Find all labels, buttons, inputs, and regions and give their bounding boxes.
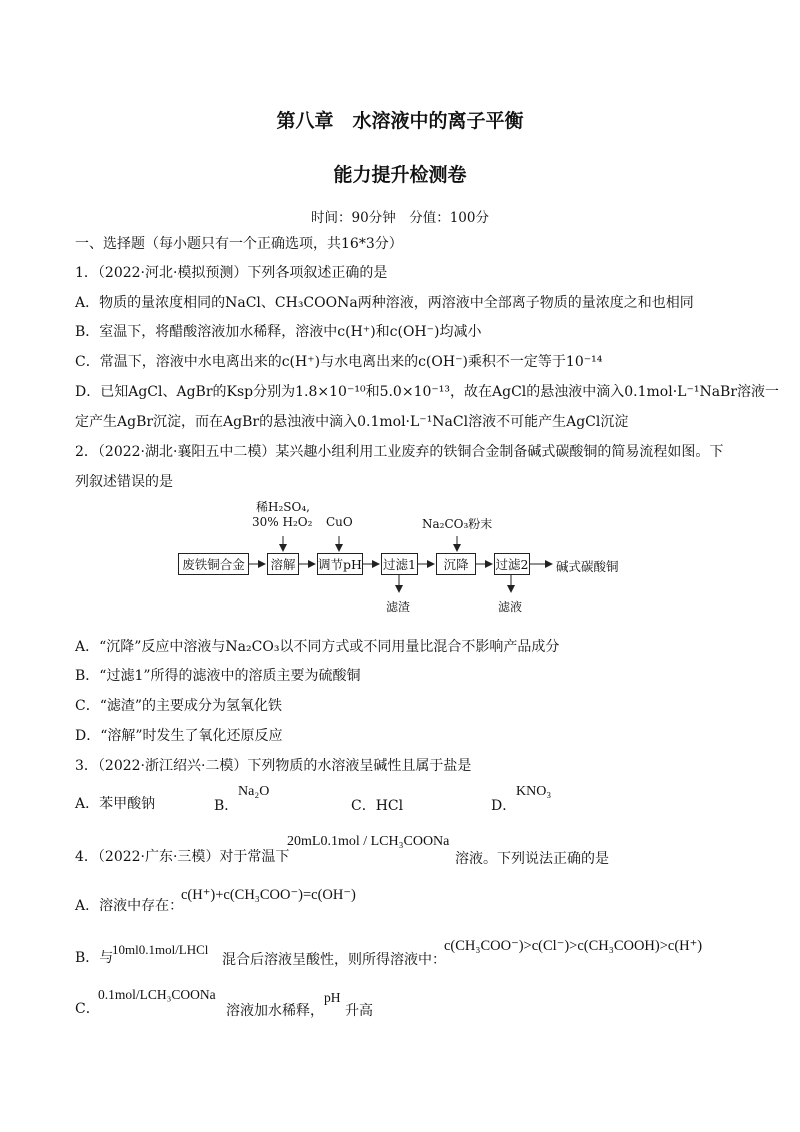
q1-option-a: A．物质的量浓度相同的NaCl、CH₃COONa两种溶液，两溶液中全部离子物质的量浓度之和也相同 [75,295,694,311]
flow-filtrate: 滤液 [498,600,523,614]
q1-option-c: C．常温下，溶液中水电离出来的c(H⁺)与水电离出来的c(OH⁻)乘积不一定等于10⁻¹⁴ [75,354,603,370]
q2-option-d: D．“溶解”时发生了氧化还原反应 [75,728,283,744]
q4-option-c-label: C． [75,1001,100,1017]
q2-option-c: C．“滤渣”的主要成分为氢氧化铁 [75,698,283,714]
q3-option-d-label: D． [491,798,517,814]
q3-option-b-label: B． [214,798,239,814]
q4-option-c-ph: pH [324,990,341,1005]
q4-option-b-middle: 混合后溶液呈酸性，则所得溶液中： [222,952,446,968]
q3-option-c: C．HCl [351,798,404,814]
section-heading: 一、选择题（每小题只有一个正确选项，共16*3分） [75,236,403,252]
q4-option-a-formula: c(H⁺)+c(CH₃COO⁻)=c(OH⁻) [181,887,356,903]
flow-product: 碱式碳酸铜 [556,559,619,574]
q4-stem-prefix: 4．（2022·广东·三模）对于常温下 [75,849,290,865]
q3-option-b-formula: Na₂O [238,784,270,799]
q2-stem-line1: 2．（2022·湖北·襄阳五中二模）某兴趣小组利用工业废弃的铁铜合金制备碱式碳酸铜的简易流程如图。下 [75,444,724,460]
q1-option-b: B．室温下，将醋酸溶液加水稀释，溶液中c(H⁺)和c(OH⁻)均减小 [75,324,482,340]
flow-box-settle: 沉降 [436,553,476,575]
flow-box-alloy: 废铁铜合金 [178,553,249,575]
flow-reagent-acid: 稀H₂SO₄, [256,500,310,514]
q4-option-c-suffix: 升高 [345,1003,373,1019]
flow-reagent-peroxide: 30% H₂O₂ [252,515,313,529]
paper-subtitle: 能力提升检测卷 [333,164,467,186]
q1-option-d-line2: 定产生AgBr沉淀，而在AgBr的悬浊液中滴入0.1mol·L⁻¹NaCl溶液不可能产生AgCl沉淀 [75,414,629,430]
q1-stem: 1．（2022·河北·模拟预测）下列各项叙述正确的是 [75,265,388,281]
flow-box-filter2: 过滤2 [494,553,530,575]
flow-reagent-cuo: CuO [326,515,353,529]
q4-stem-formula: 20mL0.1mol / LCH₃COONa [287,834,450,849]
q3-stem: 3．（2022·浙江绍兴·二模）下列物质的水溶液呈碱性且属于盐是 [75,758,472,774]
q2-stem-line2: 列叙述错误的是 [75,474,173,490]
q3-option-d-formula: KNO₃ [516,784,552,799]
q4-option-b-prefix: B．与 [75,950,114,966]
q1-option-d-line1: D．已知AgCl、AgBr的Ksp分别为1.8×10⁻¹⁰和5.0×10⁻¹³，故在AgCl的悬浊液中滴入0.1mol·L⁻¹NaBr溶液一 [75,384,780,400]
flow-box-dissolve: 溶解 [267,553,299,575]
flow-residue: 滤渣 [386,600,411,614]
q4-stem-suffix: 溶液。下列说法正确的是 [455,851,609,867]
q4-option-b-formula2: c(CH₃COO⁻)>c(Cl⁻)>c(CH₃COOH)>c(H⁺) [444,938,703,954]
time-score-meta: 时间：90分钟 分值：100分 [311,210,489,226]
chapter-title: 第八章 水溶液中的离子平衡 [276,110,524,132]
q4-option-c-middle: 溶液加水稀释， [226,1003,324,1019]
q4-option-c-formula: 0.1mol/LCH₃COONa [98,987,216,1002]
flow-box-adjust-ph: 调节pH [317,553,363,575]
flow-reagent-na2co3: Na₂CO₃粉末 [422,517,493,531]
q2-option-a: A．“沉降”反应中溶液与Na₂CO₃以不同方式或不同用量比混合不影响产品成分 [75,639,560,655]
q3-option-a: A．苯甲酸钠 [75,796,156,812]
flow-box-filter1: 过滤1 [381,553,418,575]
q4-option-b-formula1: 10ml0.1mol/LHCl [112,942,209,957]
q2-option-b: B．“过滤1”所得的滤液中的溶质主要为硫酸铜 [75,668,361,684]
q4-option-a-label: A．溶液中存在： [75,898,184,914]
